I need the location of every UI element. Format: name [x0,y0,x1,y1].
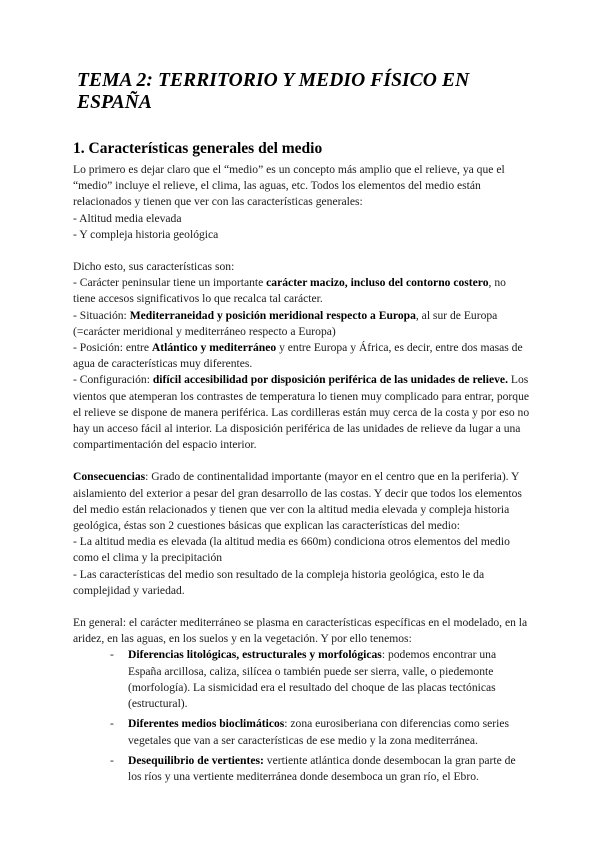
list-item: - Diferencias litológicas, estructurales y morfológicas: podemos encontrar una España arcillosa, caliza, silícea o también puede ser sierra, valle, o piedemonte (morfología). La sismicidad era el resultado del choque de las placas tectónicas (estructural). [110,648,497,711]
consequences-paragraph: Consecuencias: Grado de continentalidad importante (mayor en el centro que en la periferia). Y aislamiento del exterior a pesar del gran desarrollo de las costas. Y decir que todos los elementos del medio están relacionados y tienen que ver con la altitud media elevada y compleja historia geológica, éstas son 2 cuestiones básicas que explican las características del medio: [73,470,522,533]
characteristic-peninsular: - Carácter peninsular tiene un importante carácter macizo, incluso del contorno costero, no tiene accesos significativos lo que recalca tal carácter. [73,276,506,306]
section-heading: 1. Características generales del medio [73,140,323,157]
general-list [73,647,530,785]
characteristic-situation: - Situación: Mediterraneidad y posición meridional respecto a Europa, al sur de Europa (=carácter meridional y mediterráneo respecto a Europa) [73,308,498,338]
characteristics-lead: Dicho esto, sus características son: [73,260,235,274]
bullet-dash: - [110,753,114,767]
intro-item-altitude: - Altitud media elevada [73,211,182,225]
characteristic-position: - Posición: entre Atlántico y mediterráneo y entre Europa y África, es decir, entre dos masas de agua de características muy diferentes. [73,341,523,371]
list-item: - Desequilibrio de vertientes: vertiente atlántica donde desembocan la gran parte de los ríos y una vertiente mediterránea donde desemboca un gran río, el Ebro. [110,753,516,783]
intro-item-geology: - Y compleja historia geológica [73,227,219,241]
bullet-dash: - [110,648,114,662]
list-item: - Diferentes medios bioclimáticos: zona eurosiberiana con diferencias como series vegetales que van a ser características de ese medio y la zona mediterránea. [110,717,509,747]
consequence-item-geology: - Las características del medio son resultado de la compleja historia geológica, esto le da complejidad y variedad. [73,567,485,597]
document-title: TEMA 2: TERRITORIO Y MEDIO FÍSICO EN ESPAÑA [77,70,470,113]
intro-paragraph: Lo primero es dejar claro que el “medio” es un concepto más amplio que el relieve, ya que el “medio” incluye el relieve, el clima, las aguas, etc. Todos los elementos del medio están relacionados y tienen que ver con las características generales: [73,163,505,209]
general-paragraph: En general: el carácter mediterráneo se plasma en características específicas en el modelado, en la aridez, en las aguas, en los suelos y en la vegetación. Y por ello tenemos: [73,616,528,646]
bullet-dash: - [110,717,114,731]
characteristic-configuration: - Configuración: difícil accesibilidad por disposición periférica de las unidades de relieve. Los vientos que atemperan los contrastes de temperatura lo tienen muy complicado para entrar, porque el relieve se dispone de manera periférica. Las cordilleras están muy cerca de la costa y por eso no hay un acceso fácil al interior. La disposición periférica de las unidades de relieve da lugar a una compartimentación del espacio interior. [73,373,530,452]
consequence-item-altitude: - La altitud media es elevada (la altitud media es 660m) condiciona otros elementos del medio como el clima y la precipitación [73,535,510,565]
